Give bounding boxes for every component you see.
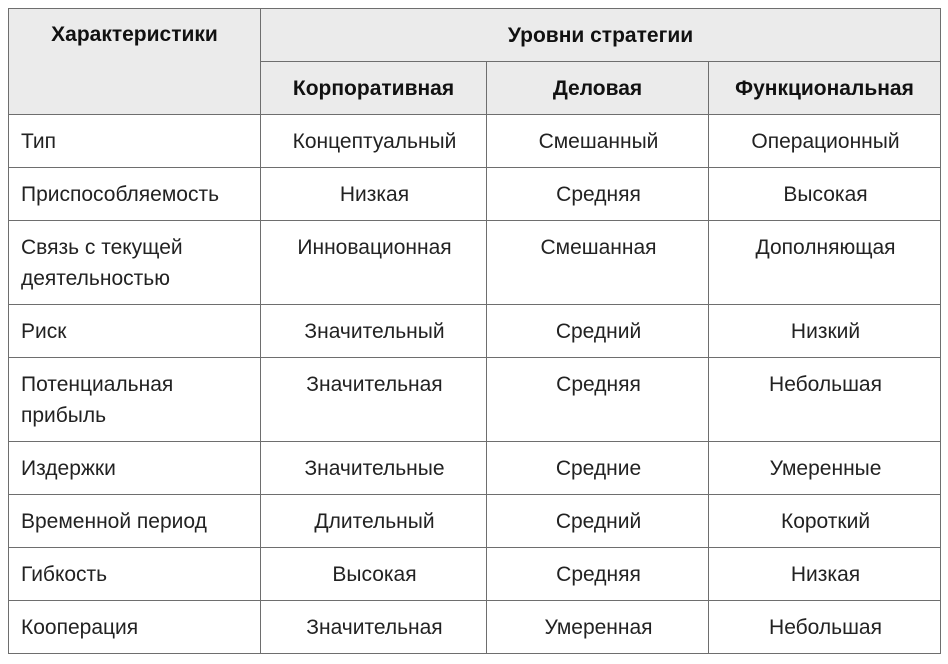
- cell-functional: Небольшая: [709, 358, 941, 442]
- row-characteristic: Издержки: [9, 442, 261, 495]
- table-row: [9, 495, 941, 548]
- row-characteristic: Тип: [9, 115, 261, 168]
- cell-functional: Дополняющая: [709, 221, 941, 305]
- row-characteristic: Временной период: [9, 495, 261, 548]
- cell-corporate: Концептуальный: [261, 115, 487, 168]
- row-characteristic: Гибкость: [9, 548, 261, 601]
- header-level-business: Деловая: [487, 62, 709, 115]
- cell-business: Средняя: [487, 548, 709, 601]
- row-characteristic: Риск: [9, 305, 261, 358]
- row-characteristic: Потенциальная прибыль: [9, 358, 261, 442]
- cell-business: Средний: [487, 495, 709, 548]
- strategy-levels-table: [8, 8, 941, 654]
- header-strategy-levels: Уровни стратегии: [261, 9, 941, 62]
- cell-business: Средняя: [487, 358, 709, 442]
- row-characteristic: Кооперация: [9, 601, 261, 654]
- cell-corporate: Значительная: [261, 601, 487, 654]
- table-row: [9, 601, 941, 654]
- table-row: [9, 221, 941, 305]
- header-characteristics: Характеристики: [9, 9, 261, 115]
- cell-functional: Небольшая: [709, 601, 941, 654]
- cell-functional: Операционный: [709, 115, 941, 168]
- cell-functional: Умеренные: [709, 442, 941, 495]
- cell-corporate: Низкая: [261, 168, 487, 221]
- cell-business: Средняя: [487, 168, 709, 221]
- cell-business: Умеренная: [487, 601, 709, 654]
- cell-corporate: Длительный: [261, 495, 487, 548]
- table-row: [9, 168, 941, 221]
- cell-business: Средние: [487, 442, 709, 495]
- cell-business: Смешанный: [487, 115, 709, 168]
- header-level-functional: Функциональная: [709, 62, 941, 115]
- cell-functional: Низкая: [709, 548, 941, 601]
- cell-corporate: Значительная: [261, 358, 487, 442]
- table-row: [9, 548, 941, 601]
- cell-corporate: Инновационная: [261, 221, 487, 305]
- cell-functional: Низкий: [709, 305, 941, 358]
- row-characteristic: Связь с текущей деятельностью: [9, 221, 261, 305]
- table-row: [9, 115, 941, 168]
- row-characteristic: Приспособляемость: [9, 168, 261, 221]
- cell-functional: Высокая: [709, 168, 941, 221]
- cell-business: Смешанная: [487, 221, 709, 305]
- table-row: [9, 305, 941, 358]
- header-row-top: [9, 9, 941, 62]
- table-row: [9, 442, 941, 495]
- header-level-corporate: Корпоративная: [261, 62, 487, 115]
- cell-functional: Короткий: [709, 495, 941, 548]
- table-row: [9, 358, 941, 442]
- cell-corporate: Высокая: [261, 548, 487, 601]
- cell-corporate: Значительные: [261, 442, 487, 495]
- cell-corporate: Значительный: [261, 305, 487, 358]
- cell-business: Средний: [487, 305, 709, 358]
